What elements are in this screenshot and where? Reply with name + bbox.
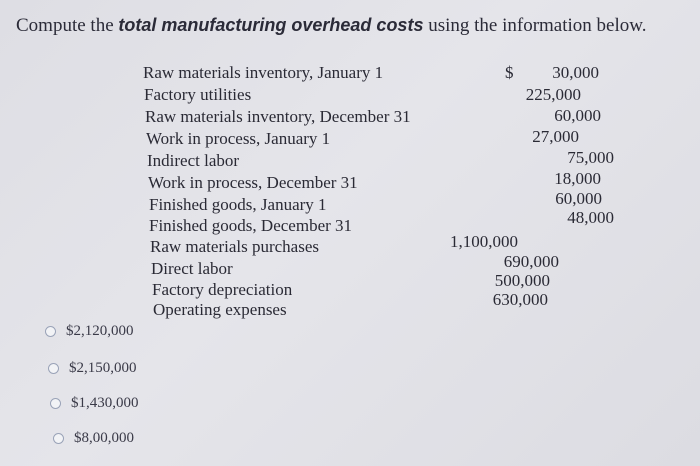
question-text: [16, 15, 647, 37]
row-amount: 60,000: [555, 189, 602, 208]
option-label: $8,00,000: [74, 430, 134, 446]
row-label: Raw materials purchases: [150, 237, 319, 256]
option-3[interactable]: [50, 395, 139, 412]
row-amount: 75,000: [567, 148, 614, 167]
radio-icon[interactable]: [50, 398, 61, 409]
radio-icon[interactable]: [53, 433, 64, 444]
row-amount: 60,000: [554, 106, 601, 125]
row-amount: 27,000: [532, 127, 579, 146]
row-label: Work in process, December 31: [148, 173, 358, 192]
row-amount: 1,100,000: [450, 232, 518, 251]
row-amount: 30,000: [552, 63, 599, 82]
row-label: Raw materials inventory, January 1: [143, 63, 384, 82]
row-label: Indirect labor: [147, 151, 240, 170]
question-suffix: using the information below.: [428, 15, 647, 36]
row-label: Factory utilities: [144, 85, 252, 104]
option-label: $2,150,000: [69, 360, 137, 376]
row-amount: 630,000: [492, 290, 548, 309]
row-amount: 225,000: [525, 85, 581, 104]
option-1[interactable]: [45, 323, 134, 340]
row-label: Work in process, January 1: [146, 129, 331, 148]
currency-sign: $: [505, 63, 514, 82]
row-label: Factory depreciation: [152, 280, 293, 299]
row-label: Raw materials inventory, December 31: [145, 107, 411, 126]
row-label: Finished goods, January 1: [149, 195, 327, 214]
row-label: Finished goods, December 31: [149, 216, 353, 235]
radio-icon[interactable]: [45, 326, 56, 337]
radio-icon[interactable]: [48, 363, 59, 374]
option-label: $1,430,000: [71, 395, 139, 411]
question-prefix: Compute the: [16, 15, 114, 36]
row-label: Operating expenses: [153, 300, 287, 319]
option-4[interactable]: [53, 430, 134, 447]
row-label: Direct labor: [151, 259, 233, 278]
row-amount: 500,000: [494, 271, 550, 290]
option-2[interactable]: [48, 360, 137, 377]
option-label: $2,120,000: [66, 323, 134, 339]
row-amount: 18,000: [554, 169, 601, 188]
row-amount: 48,000: [567, 208, 614, 227]
question-emphasis: total manufacturing overhead costs: [118, 15, 424, 35]
row-amount: 690,000: [503, 252, 559, 271]
